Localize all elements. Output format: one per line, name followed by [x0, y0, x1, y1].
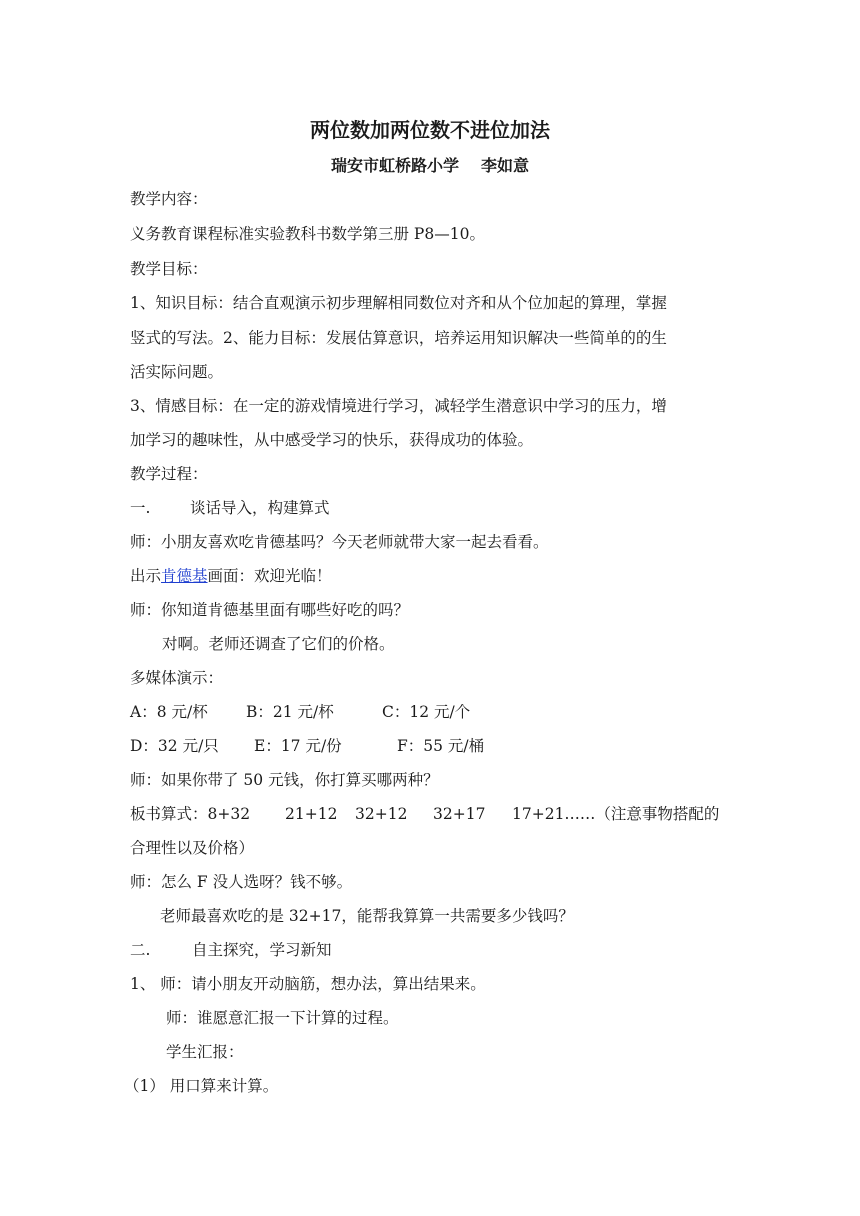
formula: 板书算式：8+32 — [130, 805, 251, 823]
formula: 17+21……（注意事物搭配的 — [512, 805, 720, 823]
paragraph-multimedia: 多媒体演示： — [130, 669, 224, 687]
kfc-link[interactable]: 肯德基 — [161, 567, 208, 585]
dialogue-line: 师：谁愿意汇报一下计算的过程。 — [166, 1009, 399, 1027]
formula: 32+17 — [433, 805, 486, 823]
board-formulas — [130, 803, 730, 825]
price-item: D：32 元/只 — [130, 737, 219, 755]
dialogue-line: 学生汇报： — [166, 1043, 244, 1061]
paragraph-goal-line: 竖式的写法。2、能力目标：发展估算意识，培养运用知识解决一些简单的的生 — [130, 329, 667, 347]
text-segment: 画面：欢迎光临！ — [207, 567, 332, 585]
paragraph-goal-line: 加学习的趣味性，从中感受学习的快乐，获得成功的体验。 — [130, 431, 534, 449]
dialogue-line: 老师最喜欢吃的是 32+17，能帮我算算一共需要多少钱吗？ — [160, 907, 574, 925]
step-number: 二. — [130, 941, 151, 959]
dialogue-line: 师：你知道肯德基里面有哪些好吃的吗？ — [130, 601, 410, 619]
text-segment: 出示 — [130, 567, 162, 585]
step-heading-1 — [130, 497, 730, 519]
dialogue-line — [130, 565, 730, 587]
price-item: B：21 元/杯 — [246, 703, 334, 721]
section-heading-content: 教学内容： — [130, 190, 208, 208]
dialogue-line: 师：小朋友喜欢吃肯德基吗？今天老师就带大家一起去看看。 — [130, 533, 549, 551]
dialogue-line: 师：如果你带了 50 元钱，你打算买哪两种？ — [130, 771, 439, 789]
document-title: 两位数加两位数不进位加法 — [310, 118, 550, 142]
price-item: A：8 元/杯 — [130, 703, 208, 721]
formula: 32+12 — [355, 805, 408, 823]
paragraph-textbook: 义务教育课程标准实验教科书数学第三册 P8—10。 — [130, 225, 485, 243]
formula: 21+12 — [285, 805, 338, 823]
list-item: （1） 用口算来计算。 — [124, 1077, 279, 1095]
step-title: 谈话导入，构建算式 — [190, 499, 330, 517]
price-item: C：12 元/个 — [382, 703, 471, 721]
price-row — [130, 701, 730, 723]
paragraph-line: 合理性以及价格） — [130, 839, 255, 857]
dialogue-line: 师：怎么 F 没人选呀？钱不够。 — [130, 873, 353, 891]
paragraph-goal-line: 1、知识目标：结合直观演示初步理解相同数位对齐和从个位加起的算理，掌握 — [130, 294, 667, 312]
document-subtitle — [0, 154, 860, 178]
step-number: 一. — [130, 499, 151, 517]
step-heading-2 — [130, 939, 730, 961]
price-item: F：55 元/桶 — [397, 737, 485, 755]
paragraph-goal-line: 3、情感目标：在一定的游戏情境进行学习，减轻学生潜意识中学习的压力，增 — [130, 397, 667, 415]
school-name: 瑞安市虹桥路小学 — [330, 156, 459, 175]
price-item: E：17 元/份 — [254, 737, 342, 755]
author-name: 李如意 — [481, 156, 530, 175]
price-row — [130, 735, 730, 757]
section-heading-process: 教学过程： — [130, 465, 208, 483]
section-heading-goals: 教学目标： — [130, 260, 208, 278]
paragraph-goal-line: 活实际问题。 — [130, 363, 224, 381]
step-title: 自主探究，学习新知 — [192, 941, 332, 959]
dialogue-line: 1、 师：请小朋友开动脑筋，想办法，算出结果来。 — [130, 975, 486, 993]
dialogue-line: 对啊。老师还调查了它们的价格。 — [162, 635, 395, 653]
